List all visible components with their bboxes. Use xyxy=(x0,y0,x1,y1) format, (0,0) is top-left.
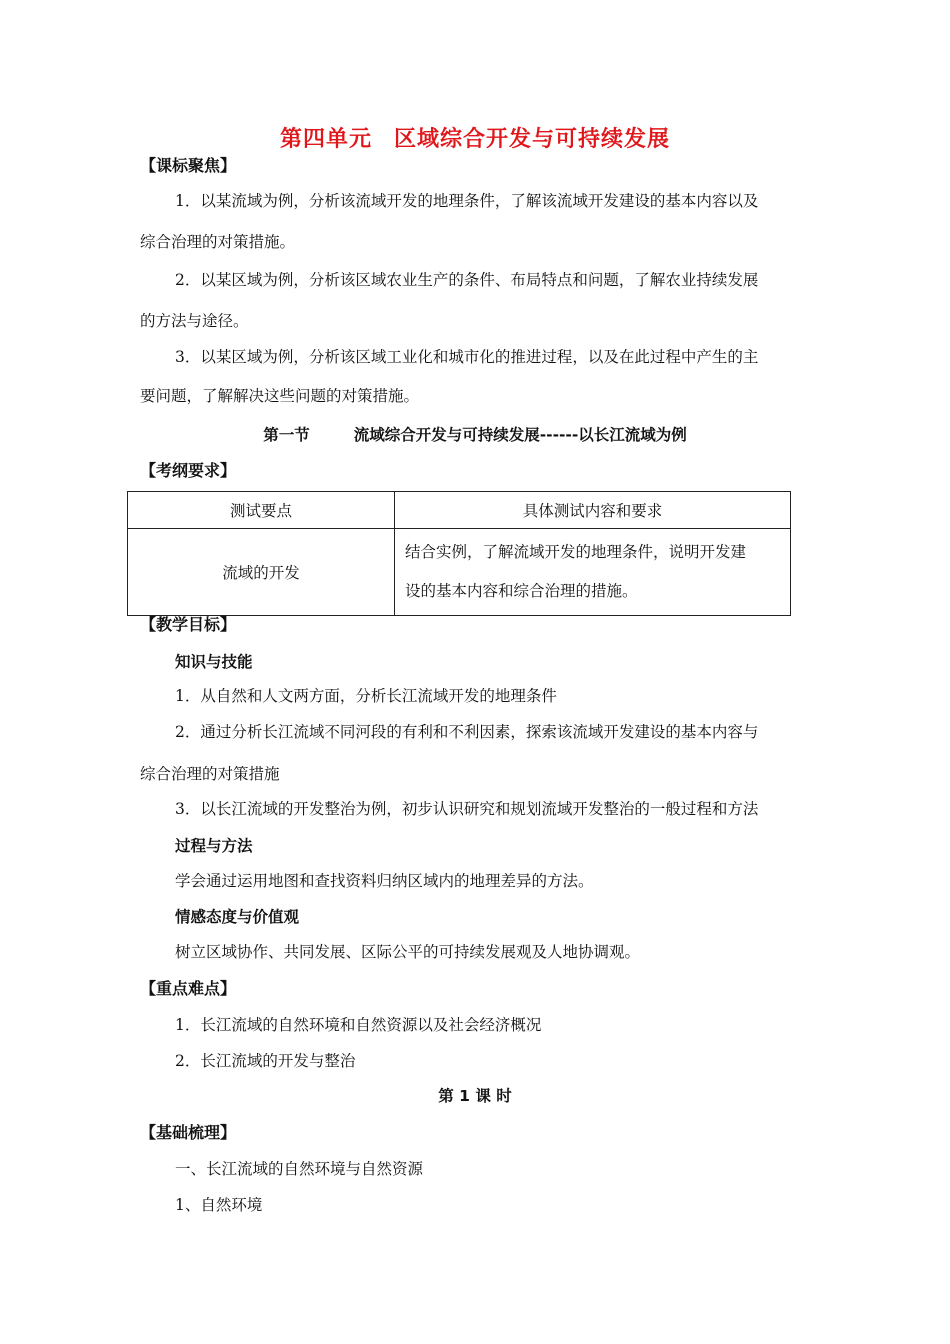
table-header-cell: 测试要点 xyxy=(128,492,395,529)
qinggan-item: 树立区域协作、共同发展、区际公平的可持续发展观及人地协调观。 xyxy=(175,943,641,961)
zhishi-subheader: 知识与技能 xyxy=(175,653,253,671)
kebiao-p2-line2: 的方法与途径。 xyxy=(140,312,249,330)
table-cell: 流域的开发 xyxy=(128,529,395,616)
table-row xyxy=(128,529,791,616)
guocheng-subheader: 过程与方法 xyxy=(175,837,253,855)
table-cell xyxy=(395,529,791,616)
kebiao-p2-line1: 2．以某区域为例，分析该区域农业生产的条件、布局特点和问题，了解农业持续发展 xyxy=(175,271,759,289)
guocheng-item: 学会通过运用地图和查找资料归纳区域内的地理差异的方法。 xyxy=(175,872,594,890)
section-title xyxy=(0,423,950,445)
lesson-heading: 第 1 课 时 xyxy=(438,1087,512,1105)
kebiao-header: 【课标聚焦】 xyxy=(140,156,237,175)
section-number: 第一节 xyxy=(263,426,310,444)
zhongdian-header: 【重点难点】 xyxy=(140,979,237,998)
zhishi-item-3: 3．以长江流域的开发整治为例，初步认识研究和规划流域开发整治的一般过程和方法 xyxy=(175,800,759,818)
zhongdian-item-2: 2．长江流域的开发与整治 xyxy=(175,1052,356,1070)
unit-title-name: 区域综合开发与可持续发展 xyxy=(394,127,671,152)
zhishi-item-2-line1: 2．通过分析长江流域不同河段的有利和不利因素，探索该流域开发建设的基本内容与 xyxy=(175,723,759,741)
kebiao-p3-line2: 要问题，了解解决这些问题的对策措施。 xyxy=(140,387,420,405)
table-cell-line: 结合实例，了解流域开发的地理条件，说明开发建 xyxy=(405,543,747,561)
unit-title xyxy=(0,122,950,153)
table-cell-line: 设的基本内容和综合治理的措施。 xyxy=(405,582,638,600)
kebiao-p3-line1: 3．以某区域为例，分析该区域工业化和城市化的推进过程，以及在此过程中产生的主 xyxy=(175,348,759,366)
exam-requirements-table xyxy=(127,491,791,616)
unit-title-number: 第四单元 xyxy=(279,127,372,152)
mubiao-header: 【教学目标】 xyxy=(140,615,237,634)
section-name: 流域综合开发与可持续发展------以长江流域为例 xyxy=(353,426,687,444)
kebiao-p1-line1: 1．以某流域为例，分析该流域开发的地理条件，了解该流域开发建设的基本内容以及 xyxy=(175,192,759,210)
table-header-cell: 具体测试内容和要求 xyxy=(395,492,791,529)
table-header-row xyxy=(128,492,791,529)
kaogang-header: 【考纲要求】 xyxy=(140,461,237,480)
zhongdian-item-1: 1．长江流域的自然环境和自然资源以及社会经济概况 xyxy=(175,1016,542,1034)
jichu-item-2: 1、自然环境 xyxy=(175,1196,263,1214)
zhishi-item-1: 1．从自然和人文两方面，分析长江流域开发的地理条件 xyxy=(175,687,557,705)
kebiao-p1-line2: 综合治理的对策措施。 xyxy=(140,233,296,251)
zhishi-item-2-line2: 综合治理的对策措施 xyxy=(140,765,280,783)
jichu-item-1: 一、长江流域的自然环境与自然资源 xyxy=(175,1160,424,1178)
qinggan-subheader: 情感态度与价值观 xyxy=(175,908,300,926)
jichu-header: 【基础梳理】 xyxy=(140,1123,237,1142)
